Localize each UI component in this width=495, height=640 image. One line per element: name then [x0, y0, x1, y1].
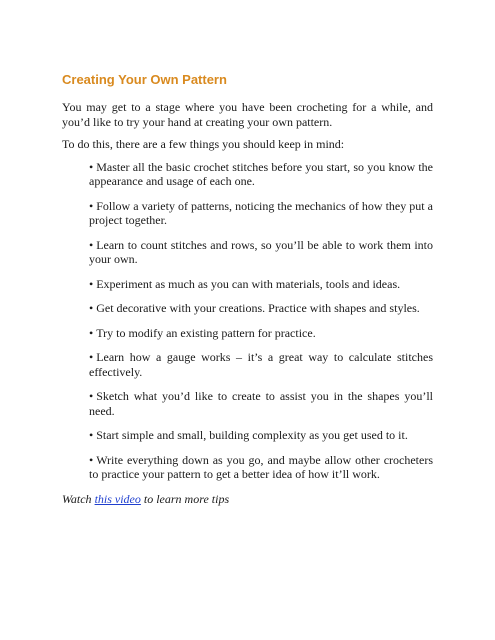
- bullet-icon: •: [89, 350, 94, 364]
- list-item-text: Follow a variety of patterns, noticing the mechanics of how they put a project together.: [89, 198, 433, 227]
- list-item-text: Get decorative with your creations. Practice with shapes and styles.: [96, 301, 420, 315]
- bullet-icon: •: [89, 389, 94, 403]
- bullet-icon: •: [89, 428, 94, 442]
- bullet-icon: •: [89, 325, 94, 340]
- bullet-icon: •: [89, 198, 94, 213]
- list-item: [89, 199, 433, 228]
- list-item: [89, 350, 433, 379]
- bullet-icon: •: [89, 301, 94, 315]
- list-item-text: Try to modify an existing pattern for practice.: [96, 325, 316, 340]
- list-item-text: Start simple and small, building complexity as you get used to it.: [96, 428, 408, 442]
- list-item: [89, 326, 433, 341]
- section-heading: Creating Your Own Pattern: [62, 72, 227, 87]
- list-item: [89, 428, 433, 443]
- list-item: [89, 301, 433, 316]
- bullet-icon: •: [89, 237, 94, 252]
- list-item-text: Sketch what you’d like to create to assist you in the shapes you’ll need.: [89, 389, 433, 418]
- list-item-text: Master all the basic crochet stitches before you start, so you know the appearance and usage of each one.: [89, 159, 433, 188]
- list-item: [89, 160, 433, 189]
- footer-prefix: Watch: [62, 491, 95, 506]
- list-item-text: Write everything down as you go, and maybe allow other crocheters to practice your pattern to get a better idea of how it’ll work.: [89, 452, 433, 481]
- list-item-text: Experiment as much as you can with materials, tools and ideas.: [96, 276, 401, 291]
- intro-paragraph: You may get to a stage where you have been crocheting for a while, and you’d like to try your hand at creating your own pattern.: [62, 100, 433, 129]
- lead-paragraph: To do this, there are a few things you should keep in mind:: [62, 137, 345, 151]
- list-item: [89, 238, 433, 267]
- footer-suffix: to learn more tips: [140, 491, 230, 506]
- list-item-text: Learn how a gauge works – it’s a great way to calculate stitches effectively.: [89, 350, 433, 379]
- footer-note: [62, 492, 433, 507]
- bullet-icon: •: [89, 452, 94, 467]
- list-item: [89, 277, 433, 292]
- video-link[interactable]: this video: [94, 491, 141, 506]
- bullet-icon: •: [89, 276, 94, 291]
- list-item: [89, 389, 433, 418]
- list-item-text: Learn to count stitches and rows, so you’ll be able to work them into your own.: [89, 237, 433, 266]
- list-item: [89, 453, 433, 482]
- tips-list: [62, 160, 433, 482]
- bullet-icon: •: [89, 159, 94, 174]
